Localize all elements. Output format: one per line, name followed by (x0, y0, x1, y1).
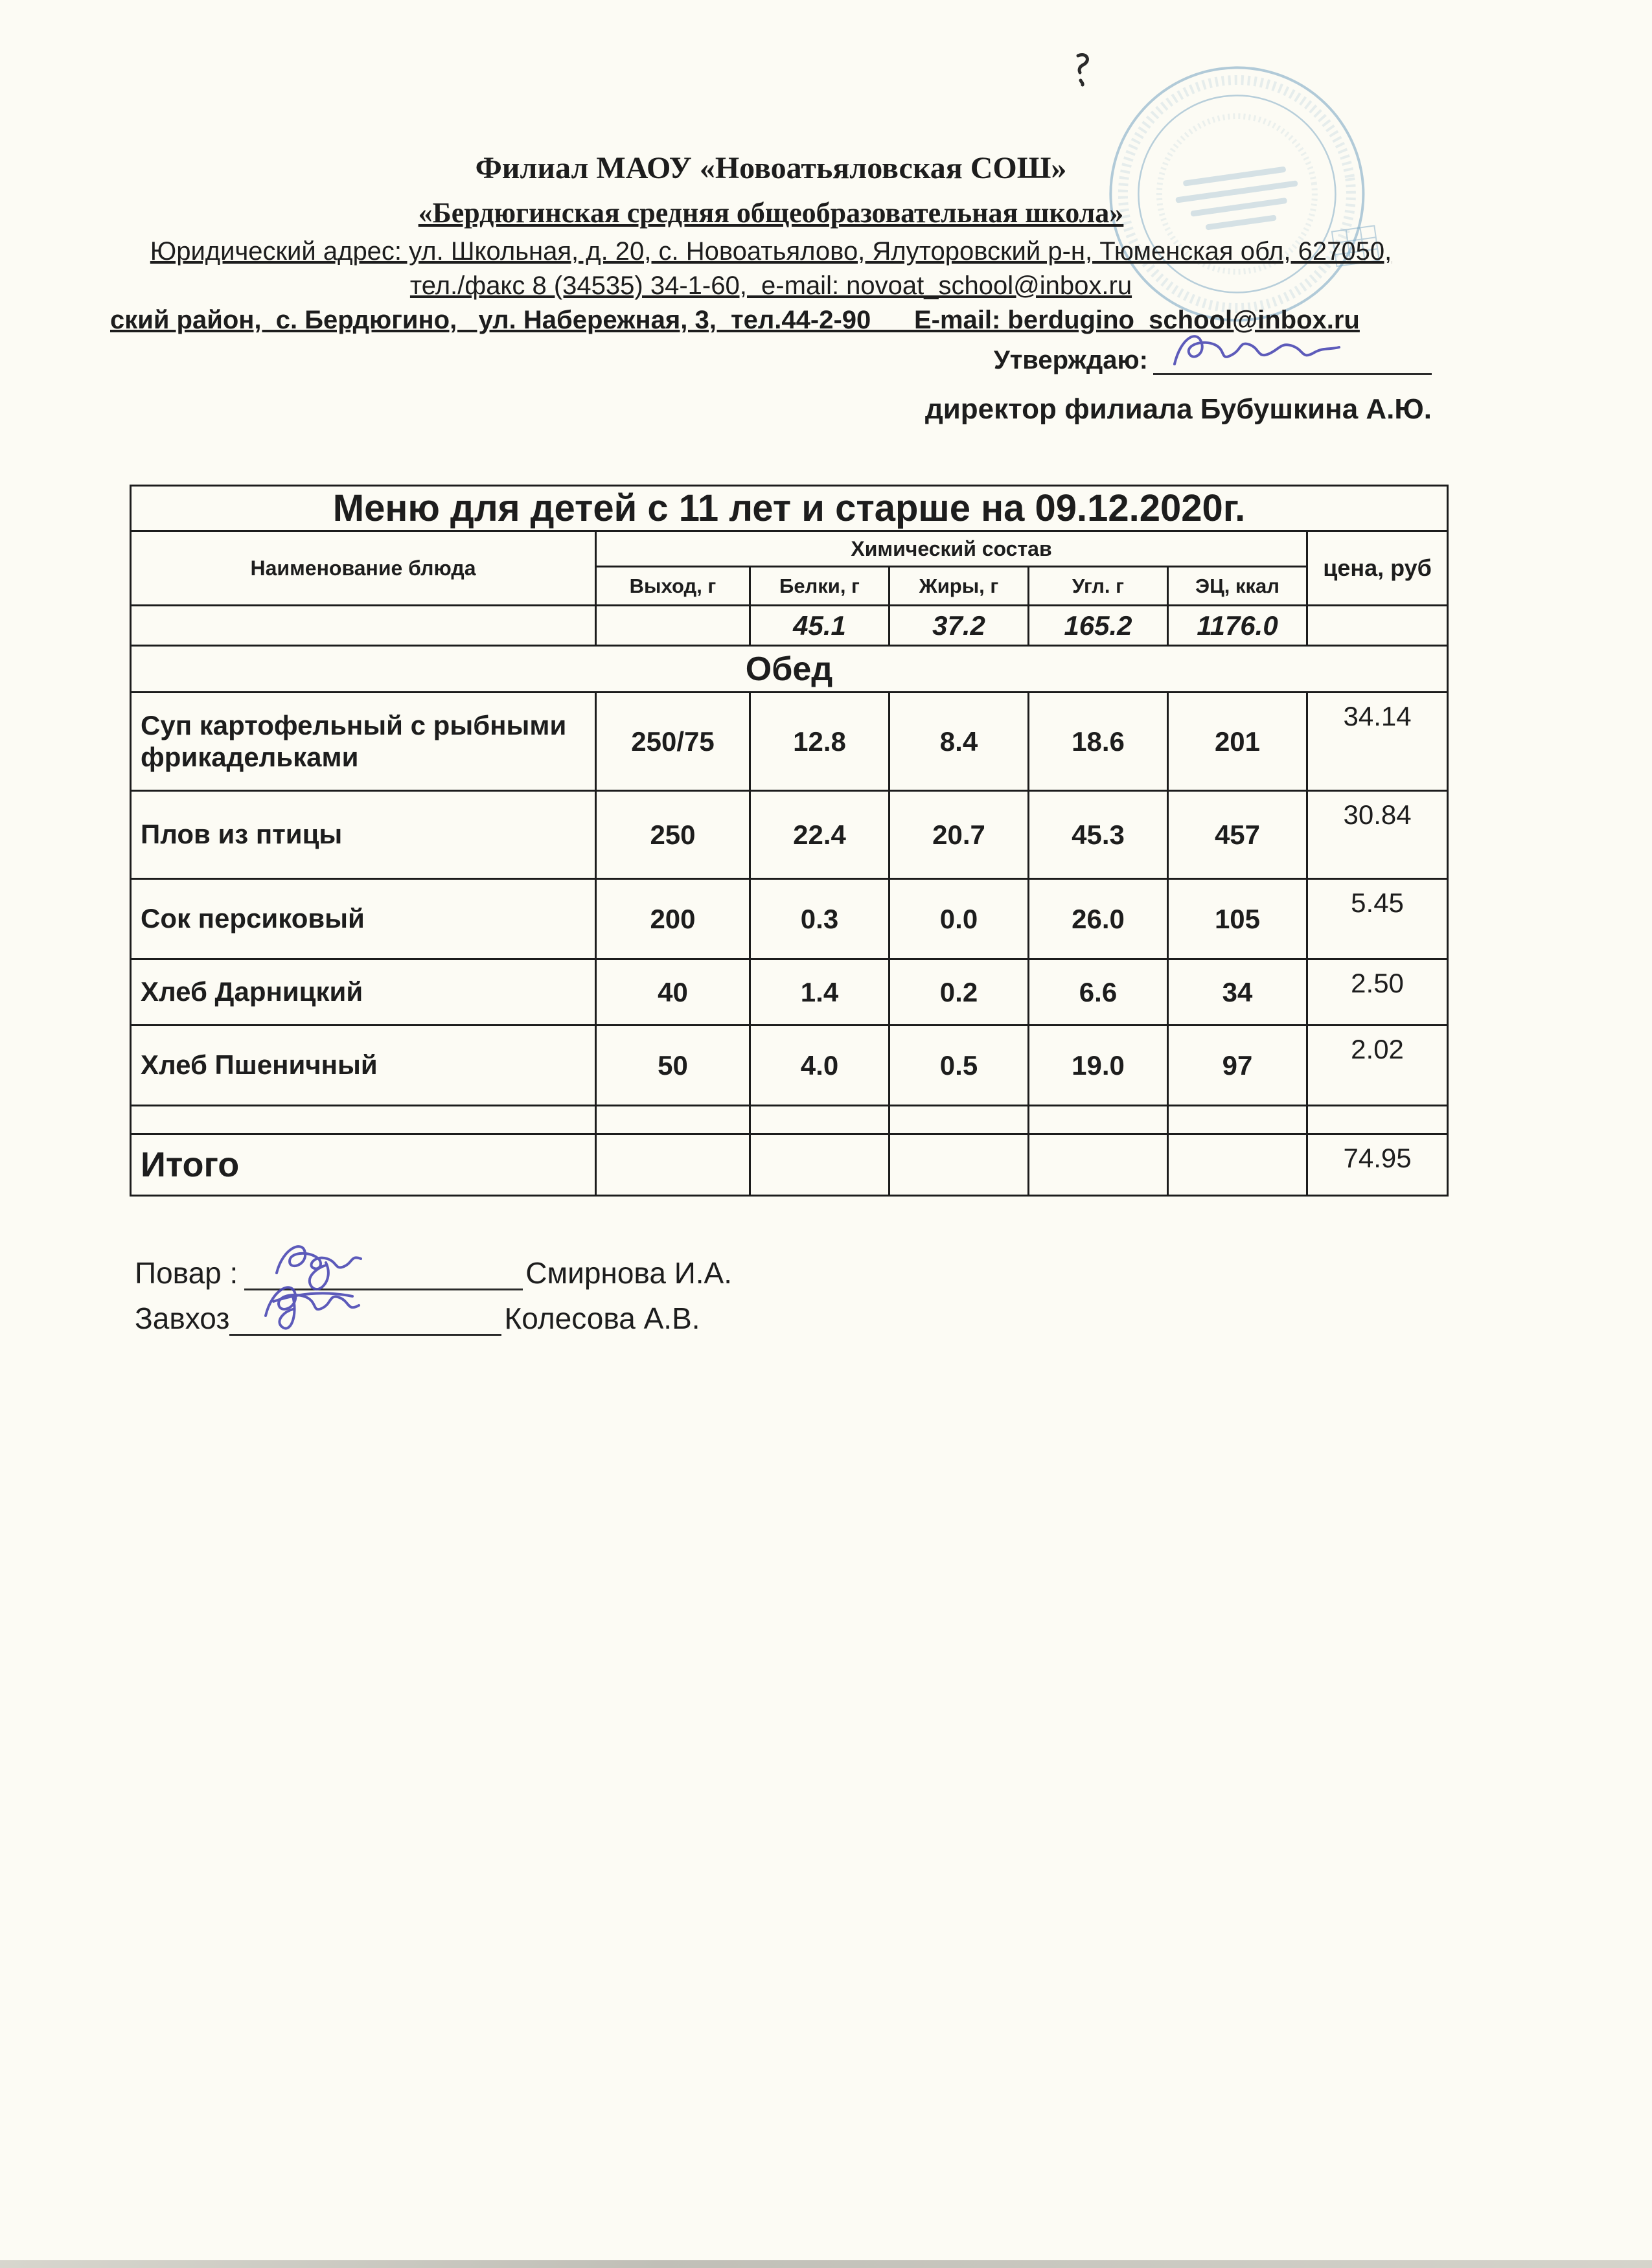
total-row (131, 1134, 1448, 1196)
steward-signature (255, 1274, 437, 1346)
empty-row (131, 1106, 1448, 1134)
empty-cell (1168, 1134, 1307, 1196)
approval-signature-line (1153, 343, 1432, 375)
col-header-kcal: ЭЦ, ккал (1168, 567, 1307, 606)
total-carb: 165.2 (1029, 606, 1168, 646)
total-kcal: 1176.0 (1168, 606, 1307, 646)
phone-email-line: тел./факс 8 (34535) 34-1-60, e-mail: novoat_school@inbox.ru (409, 271, 1132, 300)
dish-row (131, 791, 1448, 879)
menu-title-row (131, 486, 1448, 531)
protein-cell: 4.0 (750, 1025, 889, 1106)
branch-address-line: ский район, с. Бердюгино, ул. Набережная, 3, тел.44-2-90 E-mail: berdugino_school@inbox.ru (110, 306, 1360, 334)
total-protein: 45.1 (750, 606, 889, 646)
fat-cell: 0.2 (889, 959, 1029, 1025)
col-header-fat: Жиры, г (889, 567, 1029, 606)
carb-cell: 45.3 (1029, 791, 1168, 879)
empty-cell (1307, 1106, 1448, 1134)
fat-cell: 0.5 (889, 1025, 1029, 1106)
col-header-carb: Угл. г (1029, 567, 1168, 606)
col-header-chem-group: Химический состав (596, 531, 1307, 567)
section-title: Обед (131, 646, 1448, 693)
col-header-out: Выход, г (596, 567, 750, 606)
scan-bottom-edge (0, 2260, 1652, 2268)
dish-row (131, 693, 1448, 791)
empty-cell (1029, 1134, 1168, 1196)
kcal-cell: 34 (1168, 959, 1307, 1025)
legal-address-line: Юридический адрес: ул. Школьная, д. 20, с. Новоатьялово, Ялуторовский р-н, Тюменская обл, 627050, (150, 237, 1392, 266)
dish-row (131, 1025, 1448, 1106)
dish-name-cell: Хлеб Дарницкий (131, 959, 596, 1025)
menu-title: Меню для детей с 11 лет и старше на 09.12.2020г. (131, 486, 1448, 531)
director-title-line: директор филиала Бубушкина А.Ю. (924, 393, 1432, 425)
out-cell: 40 (596, 959, 750, 1025)
total-fat: 37.2 (889, 606, 1029, 646)
empty-cell (750, 1106, 889, 1134)
dish-row (131, 879, 1448, 959)
org-name-line1: Филиал МАОУ «Новоатьяловская СОШ» (475, 151, 1067, 185)
protein-cell: 1.4 (750, 959, 889, 1025)
dish-name-cell: Сок персиковый (131, 879, 596, 959)
section-row (131, 646, 1448, 693)
carb-cell: 19.0 (1029, 1025, 1168, 1106)
org-name-line2: «Бердюгинская средняя общеобразовательная школа» (418, 197, 1124, 229)
col-header-dish: Наименование блюда (131, 531, 596, 606)
total-label: Итого (131, 1134, 596, 1196)
fat-cell: 0.0 (889, 879, 1029, 959)
director-signature (1169, 324, 1364, 382)
col-header-price: цена, руб (1307, 531, 1448, 606)
steward-label: Завхоз (135, 1301, 230, 1335)
out-cell: 250 (596, 791, 750, 879)
empty-cell (131, 606, 596, 646)
empty-cell (1307, 606, 1448, 646)
dish-row (131, 959, 1448, 1025)
price-cell: 2.02 (1307, 1025, 1448, 1106)
empty-cell (1029, 1106, 1168, 1134)
protein-cell: 12.8 (750, 693, 889, 791)
kcal-cell: 201 (1168, 693, 1307, 791)
dish-name-cell: Хлеб Пшеничный (131, 1025, 596, 1106)
cook-label: Повар : (135, 1256, 238, 1290)
protein-cell: 0.3 (750, 879, 889, 959)
kcal-cell: 457 (1168, 791, 1307, 879)
price-cell: 2.50 (1307, 959, 1448, 1025)
approve-label: Утверждаю: (993, 346, 1148, 374)
dish-name-cell: Плов из птицы (131, 791, 596, 879)
kcal-cell: 97 (1168, 1025, 1307, 1106)
day-totals-row (131, 606, 1448, 646)
scan-artifact (1070, 51, 1096, 89)
out-cell: 250/75 (596, 693, 750, 791)
carb-cell: 6.6 (1029, 959, 1168, 1025)
menu-table (130, 485, 1449, 1197)
steward-name: Колесова А.В. (504, 1301, 700, 1335)
price-cell: 34.14 (1307, 693, 1448, 791)
carb-cell: 18.6 (1029, 693, 1168, 791)
cook-name: Смирнова И.А. (525, 1256, 732, 1290)
steward-signature-row (135, 1301, 732, 1346)
col-header-protein: Белки, г (750, 567, 889, 606)
total-price: 74.95 (1307, 1134, 1448, 1196)
empty-cell (596, 606, 750, 646)
empty-cell (596, 1134, 750, 1196)
out-cell: 50 (596, 1025, 750, 1106)
kcal-cell: 105 (1168, 879, 1307, 959)
empty-cell (889, 1134, 1029, 1196)
protein-cell: 22.4 (750, 791, 889, 879)
out-cell: 200 (596, 879, 750, 959)
signature-block (135, 1255, 732, 1346)
empty-cell (889, 1106, 1029, 1134)
empty-cell (596, 1106, 750, 1134)
price-cell: 30.84 (1307, 791, 1448, 879)
empty-cell (1168, 1106, 1307, 1134)
dish-name-cell: Суп картофельный с рыбными фрикадельками (131, 693, 596, 791)
letterhead (110, 150, 1432, 426)
steward-signature-line (229, 1301, 501, 1336)
header-row-1 (131, 531, 1448, 567)
fat-cell: 8.4 (889, 693, 1029, 791)
price-cell: 5.45 (1307, 879, 1448, 959)
approval-row (110, 343, 1432, 384)
fat-cell: 20.7 (889, 791, 1029, 879)
empty-cell (750, 1134, 889, 1196)
empty-cell (131, 1106, 596, 1134)
carb-cell: 26.0 (1029, 879, 1168, 959)
